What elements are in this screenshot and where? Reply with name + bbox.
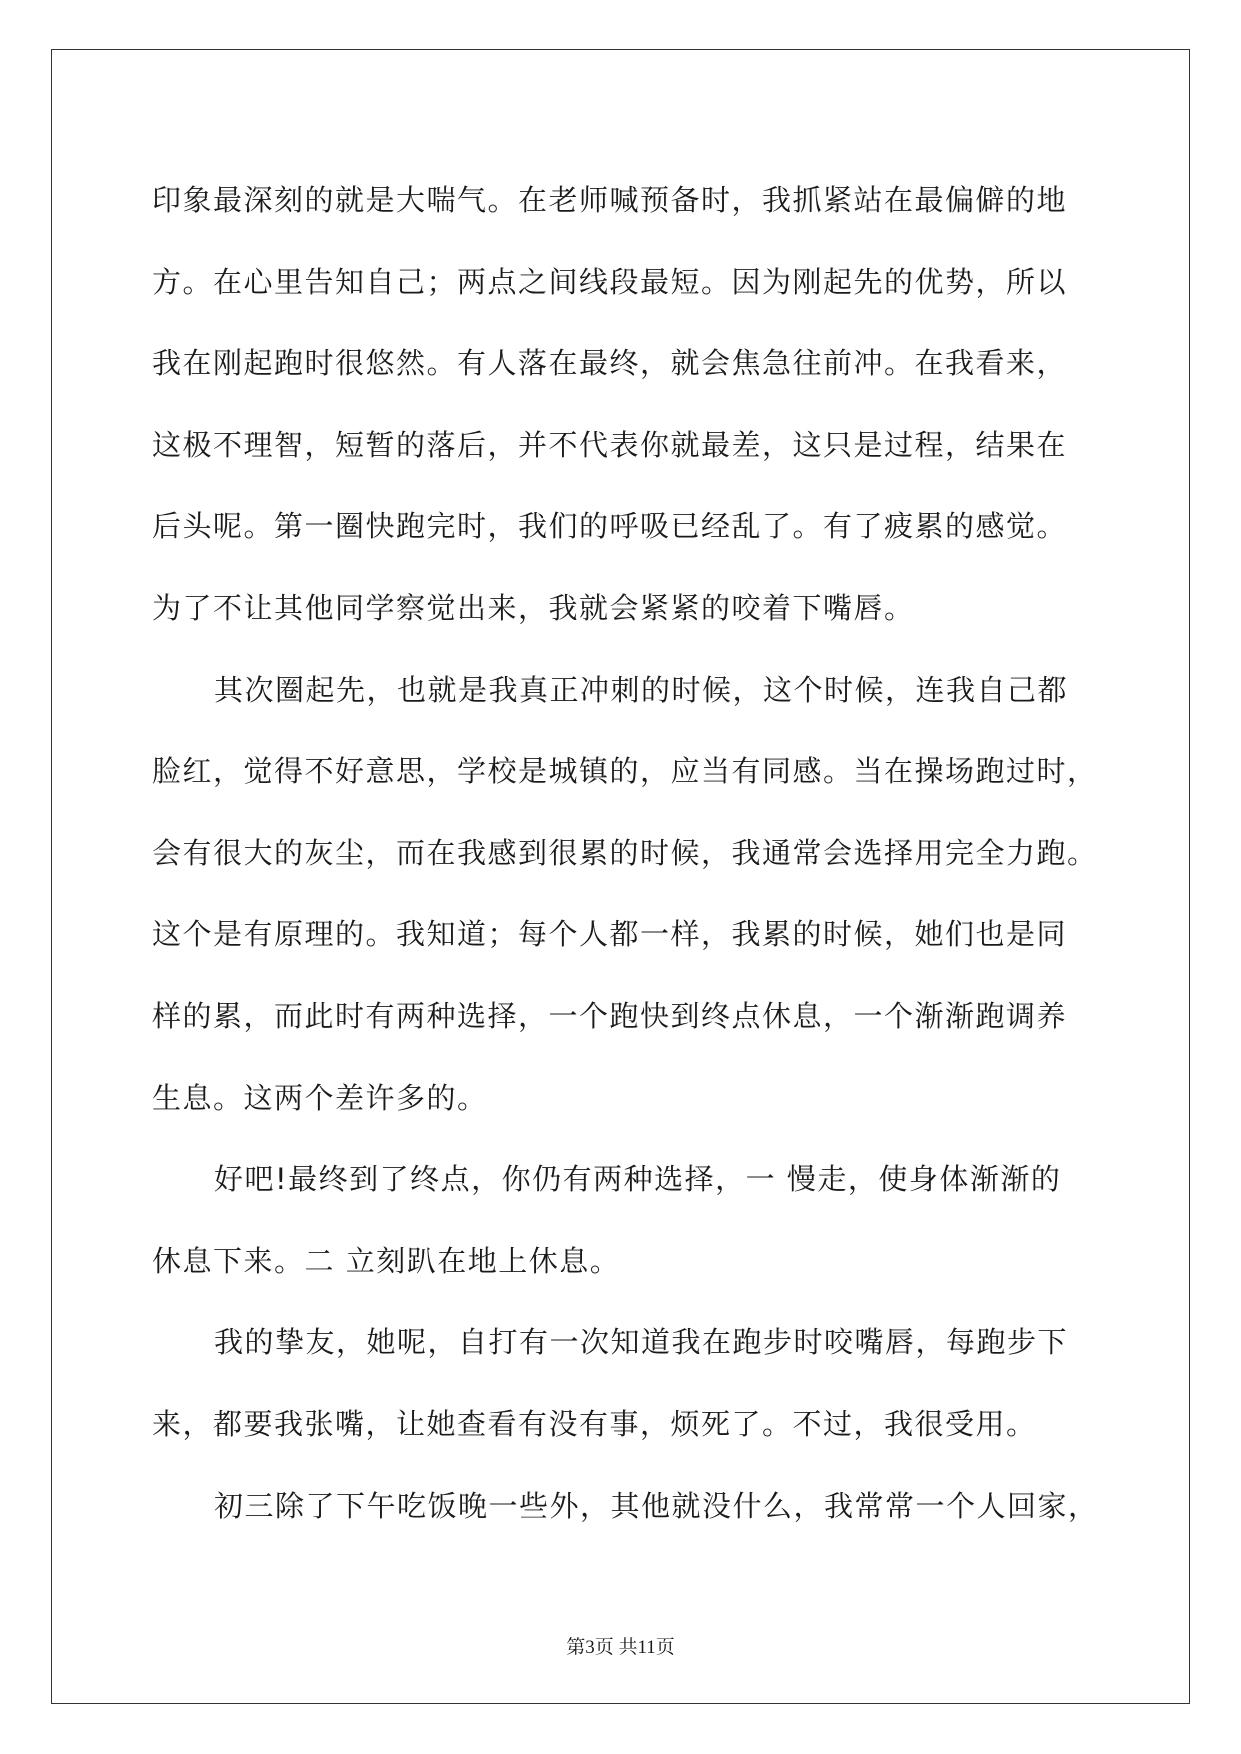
paragraph-start-line: 好吧!最终到了终点，你仍有两种选择，一 慢走，使身体渐渐的 <box>214 1162 1062 1197</box>
text-line: 印象最深刻的就是大喘气。在老师喊预备时，我抓紧站在最偏僻的地 <box>152 183 1068 217</box>
text-line: 休息下来。二 立刻趴在地上休息。 <box>152 1243 621 1278</box>
document-body <box>152 160 1099 1547</box>
text-line: 为了不让其他同学察觉出来，我就会紧紧的咬着下嘴唇。 <box>152 590 915 625</box>
text-line: 后头呢。第一圈快跑完时，我们的呼吸已经乱了。有了疲累的感觉。 <box>152 509 1068 544</box>
paragraph-start-line: 其次圈起先，也就是我真正冲刺的时候，这个时候，连我自己都 <box>214 672 1069 707</box>
text-line: 生息。这两个差许多的。 <box>152 1080 488 1115</box>
text-line: 样的累，而此时有两种选择，一个跑快到终点休息，一个渐渐跑调养 <box>152 998 1068 1033</box>
paragraph-start-line: 初三除了下午吃饭晚一些外，其他就没什么，我常常一个人回家， <box>214 1488 1099 1523</box>
text-line: 方。在心里告知自己；两点之间线段最短。因为刚起先的优势，所以 <box>152 264 1068 299</box>
text-line: 这个是有原理的。我知道；每个人都一样，我累的时候，她们也是同 <box>152 917 1068 952</box>
text-line: 这极不理智，短暂的落后，并不代表你就最差，这只是过程，结果在 <box>152 427 1068 462</box>
text-line: 脸红，觉得不好意思，学校是城镇的，应当有同感。当在操场跑过时， <box>152 754 1098 789</box>
text-line: 来，都要我张嘴，让她查看有没有事，烦死了。不过，我很受用。 <box>152 1406 1037 1441</box>
text-line: 会有很大的灰尘，而在我感到很累的时候，我通常会选择用完全力跑。 <box>152 835 1098 870</box>
paragraph-start-line: 我的挚友，她呢，自打有一次知道我在跑步时咬嘴唇，每跑步下 <box>214 1325 1069 1360</box>
text-line: 我在刚起跑时很悠然。有人落在最终，就会焦急往前冲。在我看来， <box>152 346 1068 381</box>
page-number-footer: 第3页 共11页 <box>566 1637 675 1658</box>
